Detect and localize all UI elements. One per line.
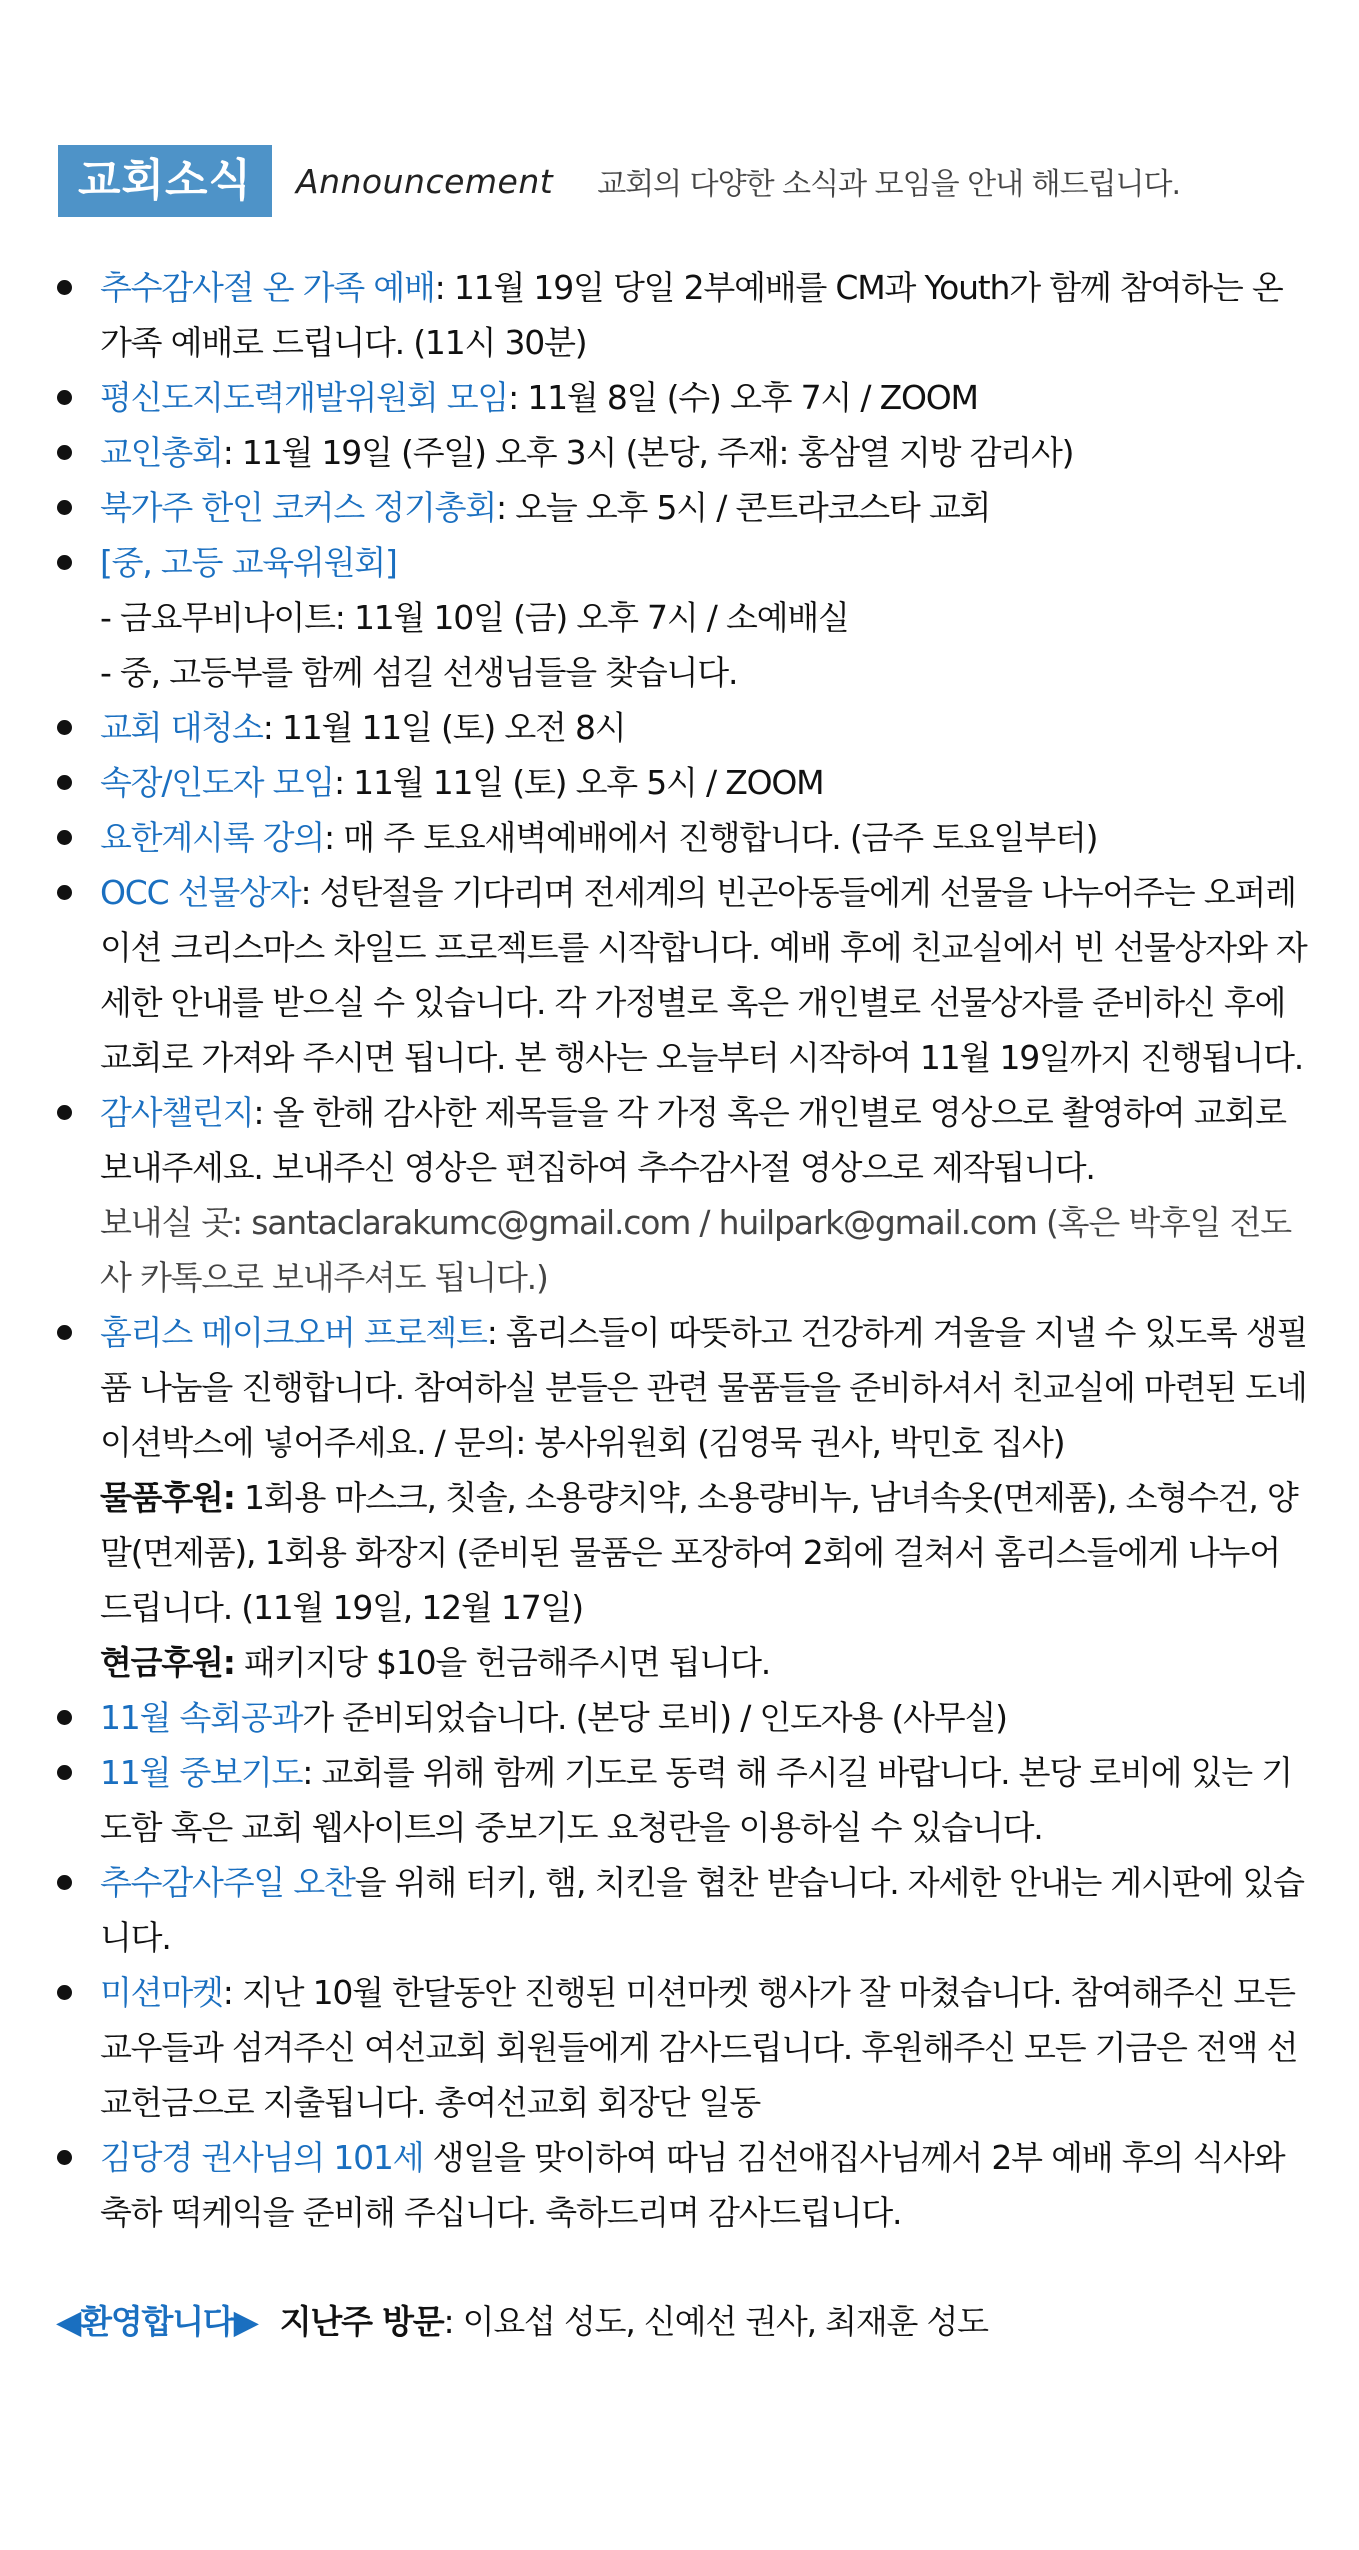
cash-label: 현금후원: (100, 1643, 235, 1682)
item-title: 11월 중보기도 (100, 1753, 303, 1792)
welcome-line (56, 2294, 988, 2349)
list-item (56, 535, 1316, 700)
item-text: 생일을 맞이하여 따님 김선애집사님께서 2부 예배 후의 식사와 축하 떡케익을 준비해 주십니다. 축하드리며 감사드립니다. (100, 2138, 1285, 2232)
list-item (56, 1855, 1316, 1965)
goods-text: 1회용 마스크, 칫솔, 소용량치약, 소용량비누, 남녀속옷(면제품), 소형수건, 양말(면제품), 1회용 화장지 (준비된 물품은 포장하여 2회에 걸쳐서 홈리스들에게 나누어 드립니다. (11월 19일, 12월 17일) (100, 1478, 1298, 1627)
list-item (56, 1690, 1316, 1745)
list-item (56, 1305, 1316, 1690)
item-title: 추수감사절 온 가족 예배 (100, 268, 435, 307)
item-line: - 금요무비나이트: 11월 10일 (금) 오후 7시 / 소예배실 (100, 598, 849, 637)
item-title: 요한계시록 강의 (100, 818, 325, 857)
item-text: : 홈리스들이 따뜻하고 건강하게 겨울을 지낼 수 있도록 생필품 나눔을 진행합니다. 참여하실 분들은 관련 물품들을 준비하셔서 친교실에 마련된 도네이션박스에 넣어주세요. / 문의: 봉사위원회 (김영묵 권사, 박민호 집사) (100, 1313, 1308, 1462)
item-title: 홈리스 메이크오버 프로젝트 (100, 1313, 487, 1352)
section-english-title: Announcement (296, 161, 554, 201)
section-description: 교회의 다양한 소식과 모임을 안내 해드립니다. (597, 167, 1181, 202)
list-item (56, 700, 1316, 755)
item-text: : 11월 19일 당일 2부예배를 CM과 Youth가 함께 참여하는 온 가족 예배로 드립니다. (11시 30분) (100, 268, 1283, 362)
item-text: : 11월 19일 (주일) 오후 3시 (본당, 주재: 홍삼열 지방 감리사) (222, 433, 1074, 472)
list-item (56, 425, 1316, 480)
item-title: 평신도지도력개발위원회 모임 (100, 378, 509, 417)
list-item (56, 810, 1316, 865)
item-title: 김당경 권사님의 101세 (100, 2138, 424, 2177)
list-item (56, 865, 1316, 1085)
item-title: 교회 대청소 (100, 708, 263, 747)
announcement-header (58, 145, 1180, 217)
list-item (56, 1965, 1316, 2130)
item-title: OCC 선물상자 (100, 873, 301, 912)
item-title: 속장/인도자 모임 (100, 763, 334, 802)
item-title: 추수감사주일 오찬 (100, 1863, 355, 1902)
item-title: 교인총회 (100, 433, 223, 472)
item-text: : 교회를 위해 함께 기도로 동력 해 주시길 바랍니다. 본당 로비에 있는 기도함 혹은 교회 웹사이트의 중보기도 요청란을 이용하실 수 있습니다. (100, 1753, 1292, 1847)
item-text: 가 준비되었습니다. (본당 로비) / 인도자용 (사무실) (302, 1698, 1007, 1737)
item-text: : 오늘 오후 5시 / 콘트라코스타 교회 (496, 488, 991, 527)
visit-text: : 이요섭 성도, 신예선 권사, 최재훈 성도 (443, 2302, 988, 2341)
goods-donation-line (100, 1470, 1316, 1635)
item-text: : 올 한해 감사한 제목들을 각 가정 혹은 개인별로 영상으로 촬영하여 교회로 보내주세요. 보내주신 영상은 편집하여 추수감사절 영상으로 제작됩니다. (100, 1093, 1286, 1187)
list-item (56, 1745, 1316, 1855)
list-item (56, 1085, 1316, 1305)
item-title: [중, 고등 교육위원회] (100, 543, 397, 582)
item-text: : 지난 10월 한달동안 진행된 미션마켓 행사가 잘 마쳤습니다. 참여해주신 모든 교우들과 섬겨주신 여선교회 회원들에게 감사드립니다. 후원해주신 모든 기금은 전액 선교헌금으로 지출됩니다. 총여선교회 회장단 일동 (100, 1973, 1298, 2122)
announcement-list (56, 260, 1316, 2240)
item-text: 을 위해 터키, 햄, 치킨을 협찬 받습니다. 자세한 안내는 게시판에 있습니다. (100, 1863, 1304, 1957)
list-item (56, 480, 1316, 535)
item-title: 11월 속회공과 (100, 1698, 303, 1737)
list-item (56, 755, 1316, 810)
list-item (56, 260, 1316, 370)
item-line: - 중, 고등부를 함께 섬길 선생님들을 찾습니다. (100, 653, 738, 692)
goods-label: 물품후원: (100, 1478, 235, 1517)
list-item (56, 370, 1316, 425)
item-text: : 성탄절을 기다리며 전세계의 빈곤아동들에게 선물을 나누어주는 오퍼레이션 크리스마스 차일드 프로젝트를 시작합니다. 예배 후에 친교실에서 빈 선물상자와 자세한 안내를 받으실 수 있습니다. 각 가정별로 혹은 개인별로 선물상자를 준비하신 후에 교회로 가져와 주시면 됩니다. 본 행사는 오늘부터 시작하여 11월 19일까지 진행됩니다. (100, 873, 1307, 1077)
item-text: : 매 주 토요새벽예배에서 진행합니다. (금주 토요일부터) (324, 818, 1098, 857)
item-text: : 11월 11일 (토) 오전 8시 (262, 708, 626, 747)
item-text: : 11월 11일 (토) 오후 5시 / ZOOM (333, 763, 824, 802)
item-title: 감사챌린지 (100, 1093, 254, 1132)
cash-donation-line (100, 1635, 1316, 1690)
item-contact: 보내실 곳: santaclarakumc@gmail.com / huilpark@gmail.com (혹은 박후일 전도사 카톡으로 보내주셔도 됩니다.) (100, 1203, 1291, 1297)
visit-label: 지난주 방문 (279, 2302, 444, 2341)
welcome-title: ◀환영합니다▶ (56, 2302, 258, 2341)
cash-text: 패키지당 $10을 헌금해주시면 됩니다. (234, 1643, 771, 1682)
list-item (56, 2130, 1316, 2240)
item-title: 미션마켓 (100, 1973, 223, 2012)
item-title: 북가주 한인 코커스 정기총회 (100, 488, 497, 527)
section-badge: 교회소식 (58, 145, 272, 217)
item-text: : 11월 8일 (수) 오후 7시 / ZOOM (508, 378, 978, 417)
